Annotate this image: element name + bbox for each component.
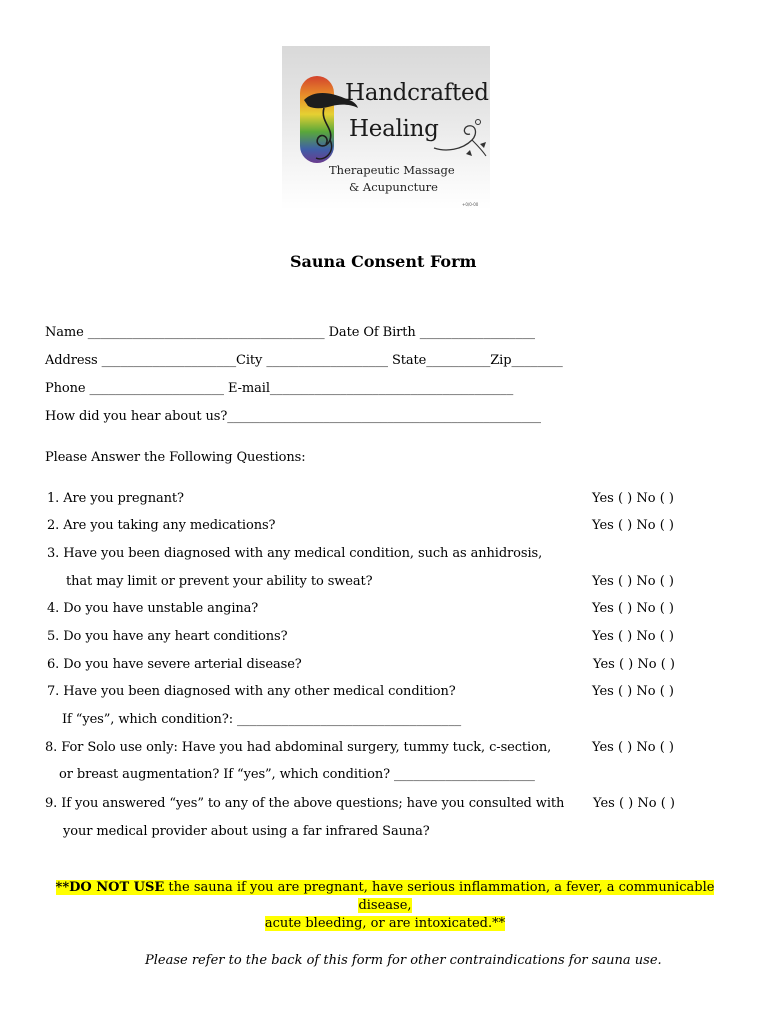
question-2: 2. Are you taking any medications?: [47, 518, 276, 533]
warning-line-1: the sauna if you are pregnant, have serious inflammation, a fever, a communicable disease,: [164, 880, 715, 913]
answer-yes-no-2[interactable]: Yes ( ) No ( ): [592, 518, 674, 533]
answer-yes-no-7[interactable]: Yes ( ) No ( ): [592, 684, 674, 699]
name-dob-field-row[interactable]: Name _____________________________________ Date Of Birth __________________: [45, 325, 535, 340]
answer-yes-no-5[interactable]: Yes ( ) No ( ): [592, 629, 674, 644]
logo-text-healing: Healing: [349, 116, 439, 142]
footer-note: Please refer to the back of this form for other contraindications for sauna use.: [145, 953, 662, 968]
answer-yes-no-8[interactable]: Yes ( ) No ( ): [592, 740, 674, 755]
question-3-line-1: 3. Have you been diagnosed with any medical condition, such as anhidrosis,: [47, 546, 543, 561]
logo-text-therapeutic-massage: Therapeutic Massage: [329, 163, 455, 177]
form-title: Sauna Consent Form: [290, 252, 477, 271]
answer-yes-no-3[interactable]: Yes ( ) No ( ): [592, 574, 674, 589]
question-4: 4. Do you have unstable angina?: [47, 601, 259, 616]
address-city-state-zip-field-row[interactable]: Address _____________________City ___________________ State__________Zip________: [45, 353, 563, 368]
question-9-line-1: 9. If you answered “yes” to any of the above questions; have you consulted with: [45, 796, 565, 811]
phone-email-field-row[interactable]: Phone _____________________ E-mail______________________________________: [45, 381, 514, 396]
swirl-vine-icon: [432, 114, 488, 160]
questions-intro: Please Answer the Following Questions:: [45, 450, 306, 465]
warning-notice: [50, 879, 720, 933]
question-7-condition-field[interactable]: If “yes”, which condition?: ___________________________________: [62, 712, 462, 727]
question-8-line-1: 8. For Solo use only: Have you had abdominal surgery, tummy tuck, c-section,: [45, 740, 552, 755]
logo-text-handcrafted: Handcrafted: [345, 80, 489, 106]
referral-source-field-row[interactable]: How did you hear about us?_________________________________________________: [45, 409, 541, 424]
company-logo: [282, 46, 490, 210]
answer-yes-no-6[interactable]: Yes ( ) No ( ): [593, 657, 675, 672]
warning-line-2: acute bleeding, or are intoxicated.**: [264, 916, 506, 931]
logo-text-acupuncture: & Acupuncture: [349, 180, 438, 194]
question-7: 7. Have you been diagnosed with any other medical condition?: [47, 684, 456, 699]
answer-yes-no-9[interactable]: Yes ( ) No ( ): [593, 796, 675, 811]
question-6: 6. Do you have severe arterial disease?: [47, 657, 302, 672]
answer-yes-no-4[interactable]: Yes ( ) No ( ): [592, 601, 674, 616]
answer-yes-no-1[interactable]: Yes ( ) No ( ): [592, 491, 674, 506]
question-5: 5. Do you have any heart conditions?: [47, 629, 288, 644]
question-1: 1. Are you pregnant?: [47, 491, 184, 506]
question-8-condition-field[interactable]: or breast augmentation? If “yes”, which condition? ______________________: [59, 767, 535, 782]
logo-tiny-text: +0/0-00: [462, 202, 479, 207]
warning-bold-prefix: **DO NOT USE: [55, 880, 165, 895]
question-3-line-2: that may limit or prevent your ability to sweat?: [66, 574, 373, 589]
question-9-line-2: your medical provider about using a far infrared Sauna?: [63, 824, 430, 839]
